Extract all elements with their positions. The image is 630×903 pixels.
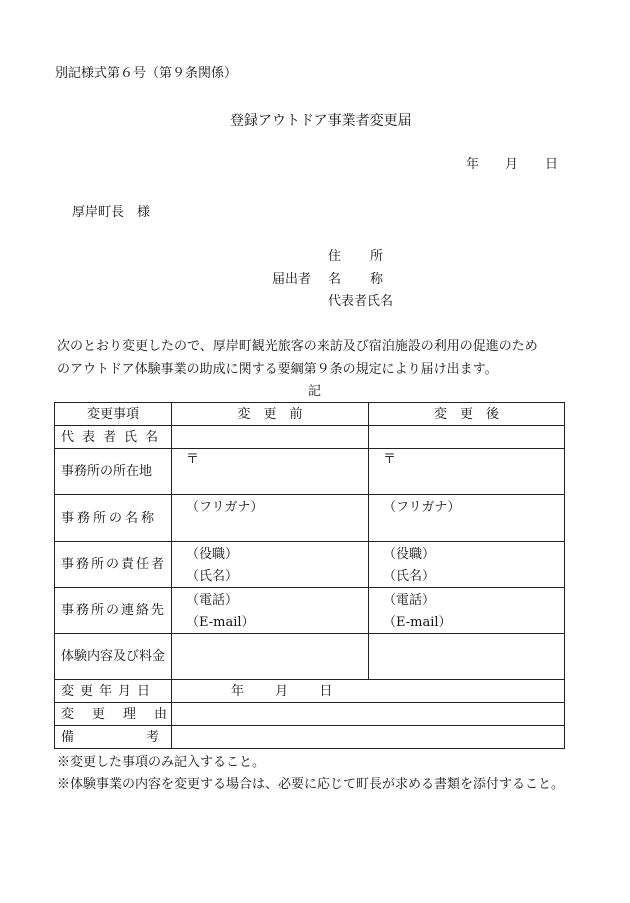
note-1: ※変更した事項のみ記入すること。 xyxy=(57,755,266,770)
row-label-office-contact xyxy=(55,588,172,634)
change-date-day: 日 xyxy=(319,683,333,699)
table-row xyxy=(55,495,565,542)
change-date-month: 月 xyxy=(275,683,289,699)
phone-before: （電話） xyxy=(186,593,239,608)
header-item: 変更事項 xyxy=(55,403,172,426)
office-contact-after-cell[interactable] xyxy=(369,588,565,634)
phone-after: （電話） xyxy=(383,593,436,608)
office-manager-after-cell[interactable] xyxy=(369,542,565,588)
remarks-text: 備考 xyxy=(61,729,232,745)
position-before: （役職） xyxy=(186,547,239,562)
furigana-before: （フリガナ） xyxy=(186,500,264,515)
office-address-after-cell[interactable] xyxy=(369,449,565,495)
rep-name-before-cell[interactable] xyxy=(172,426,369,449)
row-label-office-manager xyxy=(55,542,172,588)
applicant-group-label: 届出者 xyxy=(272,272,312,287)
row-label-rep-name xyxy=(55,426,172,449)
date-month-label: 月 xyxy=(505,157,519,172)
table-row xyxy=(55,703,565,726)
office-address-before-cell[interactable] xyxy=(172,449,369,495)
change-date-text: 変更年月日 xyxy=(61,683,157,699)
row-label-change-date xyxy=(55,680,172,703)
table-row xyxy=(55,680,565,703)
applicant-address-label: 住 所 xyxy=(328,249,385,264)
row-label-remarks xyxy=(55,726,232,749)
email-after: （E-mail） xyxy=(383,615,452,630)
row-label-office-address: 事務所の所在地 xyxy=(55,449,172,495)
table-row xyxy=(55,726,565,749)
change-date-year: 年 xyxy=(231,683,245,699)
header-before: 変 更 前 xyxy=(172,403,369,426)
row-label-office-name xyxy=(55,495,172,542)
email-before: （E-mail） xyxy=(186,615,255,630)
date-day-label: 日 xyxy=(545,157,559,172)
reason-text: 変更理由 xyxy=(61,706,186,722)
office-name-after-cell[interactable] xyxy=(369,495,565,542)
office-manager-text: 事務所の責任者 xyxy=(61,557,167,572)
row-label-reason xyxy=(55,703,186,726)
row-label-experience: 体験内容及び料金 xyxy=(55,634,172,680)
table-row xyxy=(55,634,565,680)
ki-label: 記 xyxy=(308,384,322,399)
office-contact-before-cell[interactable] xyxy=(172,588,369,634)
position-after: （役職） xyxy=(383,547,436,562)
applicant-rep-label: 代表者氏名 xyxy=(328,294,394,309)
header-after: 変 更 後 xyxy=(369,403,565,426)
change-table xyxy=(54,402,565,749)
experience-before-cell[interactable] xyxy=(172,634,369,680)
person-name-before: （氏名） xyxy=(186,569,239,584)
table-header-row xyxy=(55,403,565,426)
table-row xyxy=(55,449,565,495)
document-title: 登録アウトドア事業者変更届 xyxy=(230,113,412,129)
addressee: 厚岸町長 様 xyxy=(72,205,151,220)
change-date-cell[interactable] xyxy=(172,680,565,703)
rep-name-text: 代表者氏名 xyxy=(61,429,167,445)
person-name-after: （氏名） xyxy=(383,569,436,584)
date-year-label: 年 xyxy=(466,157,480,172)
experience-after-cell[interactable] xyxy=(369,634,565,680)
body-text-line-1: 次のとおり変更したので、厚岸町観光旅客の来訪及び宿泊施設の利用の促進のため xyxy=(57,339,538,354)
postal-mark-after: 〒 xyxy=(383,452,397,467)
note-2: ※体験事業の内容を変更する場合は、必要に応じて町長が求める書類を添付すること。 xyxy=(57,777,565,792)
table-row xyxy=(55,426,565,449)
rep-name-after-cell[interactable] xyxy=(369,426,565,449)
office-manager-before-cell[interactable] xyxy=(172,542,369,588)
office-contact-text: 事務所の連絡先 xyxy=(61,603,167,618)
postal-mark-before: 〒 xyxy=(186,452,200,467)
office-name-text: 事務所の名称 xyxy=(61,510,158,526)
reason-cell[interactable] xyxy=(172,703,565,726)
form-number: 別記様式第６号（第９条関係） xyxy=(55,66,238,81)
furigana-after: （フリガナ） xyxy=(383,500,461,515)
applicant-name-label: 名 称 xyxy=(328,272,385,287)
office-name-before-cell[interactable] xyxy=(172,495,369,542)
body-text-line-2: のアウトドア体験事業の助成に関する要綱第９条の規定により届け出ます。 xyxy=(57,362,498,377)
table-row xyxy=(55,588,565,634)
table-row xyxy=(55,542,565,588)
